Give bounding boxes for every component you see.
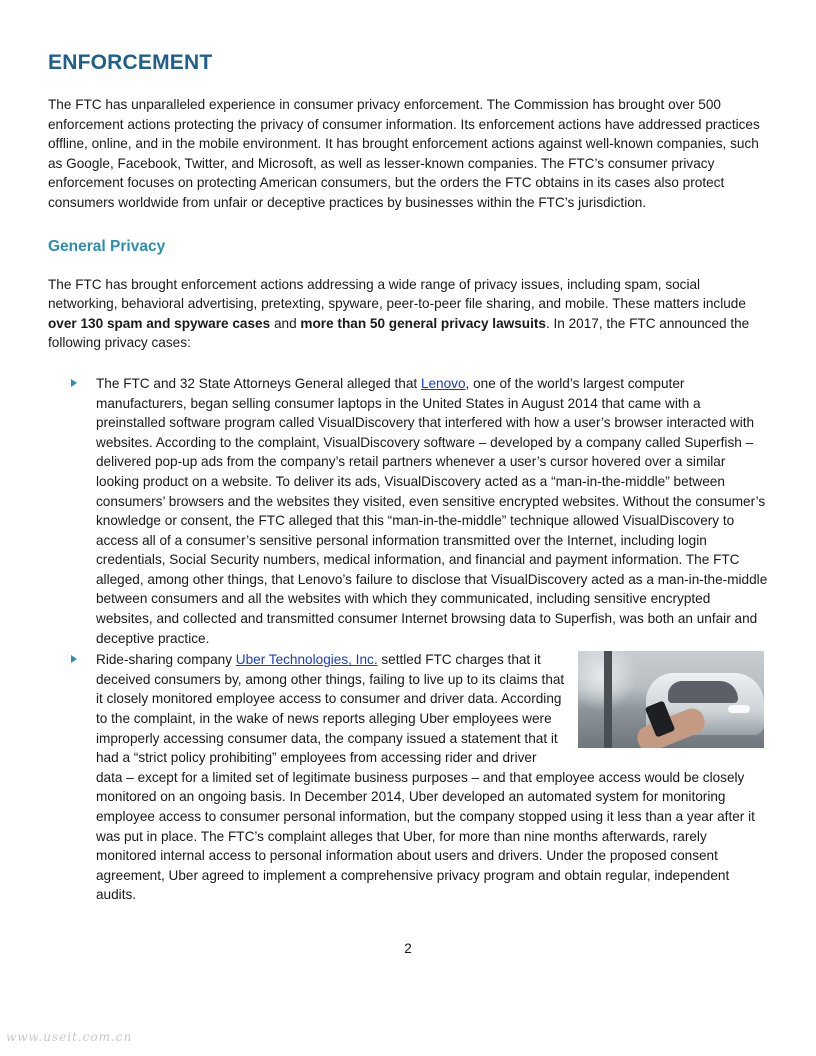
uber-link[interactable]: Uber Technologies, Inc.: [235, 652, 378, 668]
general-privacy-paragraph: [48, 275, 770, 353]
document-page: [48, 50, 770, 907]
triangle-bullet-icon: [71, 379, 77, 387]
section-heading: ENFORCEMENT: [48, 51, 213, 74]
uber-rideshare-photo: [578, 651, 764, 748]
list-item: [48, 374, 770, 648]
case-text-pre: The FTC and 32 State Attorneys General alleged that: [96, 375, 421, 391]
gp-text-a: The FTC has brought enforcement actions addressing a wide range of privacy issues, including spam, social networking, behavioral advertising, pretexting, spyware, peer-to-peer file sharing, and mobile. These matters include: [48, 276, 746, 312]
triangle-bullet-icon: [71, 655, 77, 663]
subsection-heading: General Privacy: [48, 237, 166, 255]
page-number: 2: [404, 941, 412, 956]
case-text-post: , one of the world’s largest computer manufacturers, began selling consumer laptops in the United States in August 2014 that came with a preinstalled software program called VisualDiscovery that interfered with how a user’s browser interacted with websites. According to the complaint, VisualDiscovery software – developed by a company called Superfish – delivered pop-up ads from the company’s retail partners whenever a user’s cursor hovered over a similar looking product on a website. To deliver its ads, VisualDiscovery acted as a “man-in-the-middle” between consumers’ browsers and the websites they visited, even sensitive encrypted websites. Without the consumer’s knowledge or consent, the FTC alleged that this “man-in-the-middle” technique allowed VisualDiscovery to access all of a consumer’s sensitive personal information transmitted over the Internet, including login credentials, Social Security numbers, medical information, and financial and payment information. The FTC alleged, among other things, that Lenovo’s failure to disclose that VisualDiscovery acted as a man-in-the-middle between consumers and all the websites with which they communicated, including sensitive encrypted websites, and collected and transmitted consumer Internet browsing data to Superfish, was both an unfair and deceptive practice.: [96, 375, 768, 646]
case-text-pre: Ride-sharing company: [96, 652, 236, 668]
gp-bold-spam: over 130 spam and spyware cases: [48, 315, 271, 331]
list-item: [48, 650, 770, 905]
case-list: [48, 374, 770, 905]
intro-paragraph: The FTC has unparalleled experience in consumer privacy enforcement. The Commission has brought over 500 enforcement actions protecting the privacy of consumer information. Its enforcement actions have addressed practices offline, online, and in the mobile environment. It has brought enforcement actions against well-known companies, such as Google, Facebook, Twitter, and Microsoft, as well as lesser-known companies. The FTC’s consumer privacy enforcement focuses on protecting American consumers, but the orders the FTC obtains in its cases also protect consumers worldwide from unfair or deceptive practices by businesses within the FTC’s jurisdiction.: [48, 97, 760, 210]
watermark: www.useit.com.cn: [6, 1030, 133, 1044]
case-text-post: settled FTC charges that it deceived consumers by, among other things, failing to live up to its claims that it closely monitored employee access to consumer and driver data. According to the complaint, in the wake of news reports alleging Uber employees were improperly accessing consumer data, the company issued a statement that it had a “strict policy prohibiting” employees from accessing rider and driver data – except for a limited set of legitimate business purposes – and that employee access would be closely monitored on an ongoing basis. In December 2014, Uber developed an automated system for monitoring employee access to consumer personal information, but the company stopped using it less than a year after it was put in place. The FTC’s complaint alleges that Uber, for more than nine months afterwards, rarely monitored internal access to personal information about users and drivers. Under the proposed consent agreement, Uber agreed to implement a comprehensive privacy program and obtain regular, independent audits.: [96, 652, 755, 903]
gp-text-b: and: [270, 315, 301, 331]
gp-text-c: . In 2017, the FTC announced the following privacy cases:: [48, 315, 750, 351]
lenovo-link[interactable]: Lenovo: [420, 375, 466, 391]
gp-bold-lawsuits: more than 50 general privacy lawsuits: [300, 315, 546, 331]
